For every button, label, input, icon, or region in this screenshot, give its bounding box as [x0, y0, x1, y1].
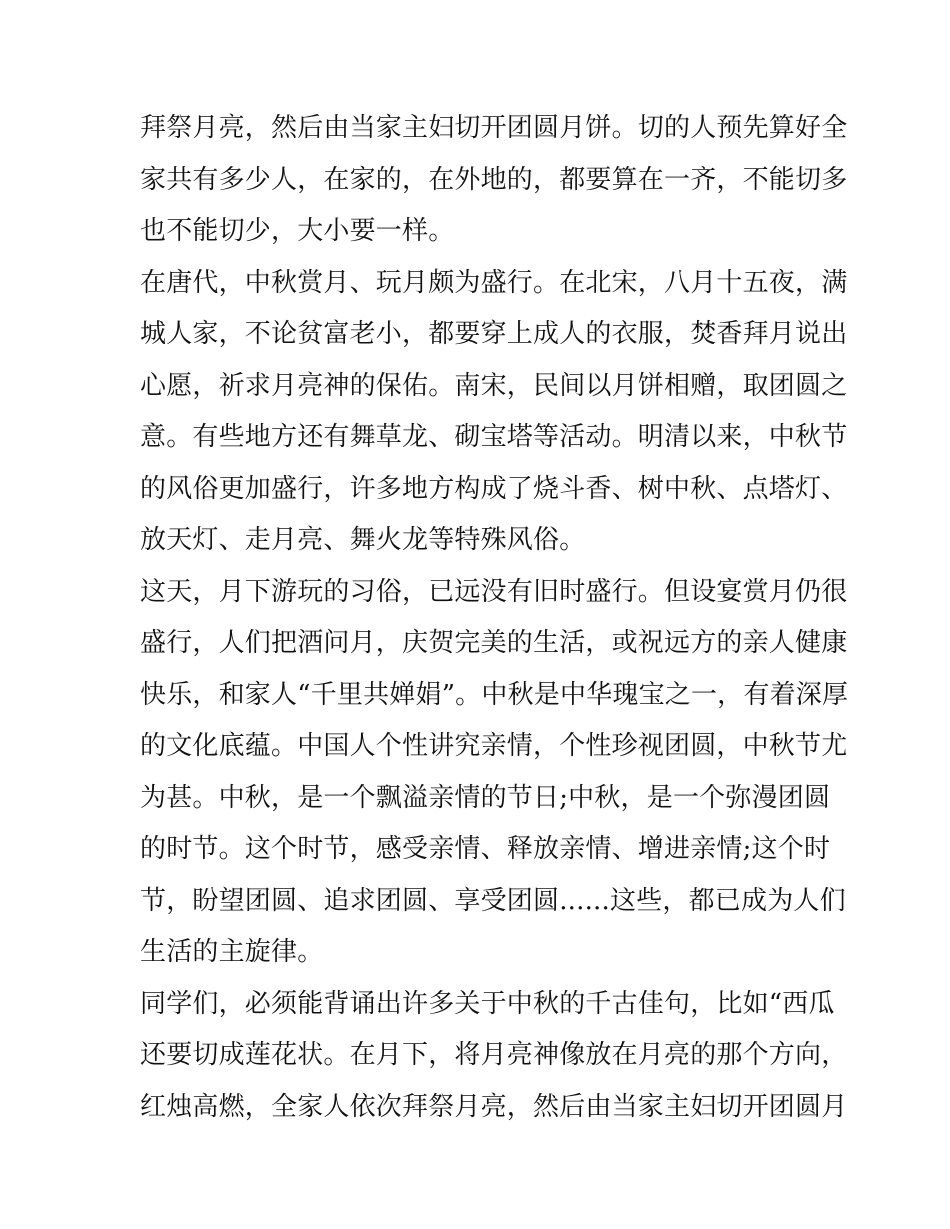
text-line: 同学们，必须能背诵出许多关于中秋的千古佳句，比如“西瓜 — [140, 988, 835, 1019]
text-line: 的文化底蕴。中国人个性讲究亲情，个性珍视团圆，中秋节尤 — [140, 731, 848, 761]
text-line: 盛行，人们把酒问月，庆贺完美的生活，或祝远方的亲人健康 — [140, 628, 848, 658]
text-line: 放天灯、走月亮、舞火龙等特殊风俗。 — [140, 525, 586, 555]
text-line: 意。有些地方还有舞草龙、砌宝塔等活动。明清以来，中秋节 — [140, 422, 848, 452]
text-line: 生活的主旋律。 — [140, 937, 324, 967]
text-line: 节，盼望团圆、追求团圆、享受团圆......这些，都已成为人们 — [140, 885, 846, 916]
text-line: 也不能切少，大小要一样。 — [140, 216, 455, 246]
text-line: 家共有多少人，在家的，在外地的，都要算在一齐，不能切多 — [140, 164, 848, 195]
text-line: 城人家，不论贫富老小，都要穿上成人的衣服，焚香拜月说出 — [140, 319, 848, 349]
text-line: 还要切成莲花状。在月下，将月亮神像放在月亮的那个方向， — [140, 1040, 848, 1070]
document-body — [140, 103, 849, 1133]
text-line: 这天，月下游玩的习俗，已远没有旧时盛行。但设宴赏月仍很 — [140, 576, 848, 607]
text-line: 的时节。这个时节，感受亲情、释放亲情、增进亲情;这个时 — [140, 834, 831, 864]
text-line: 为甚。中秋，是一个飘溢亲情的节日;中秋，是一个弥漫团圆 — [140, 782, 831, 813]
text-line: 的风俗更加盛行，许多地方构成了烧斗香、树中秋、点塔灯、 — [140, 473, 848, 504]
text-line: 在唐代，中秋赏月、玩月颇为盛行。在北宋，八月十五夜，满 — [140, 267, 848, 298]
text-line: 快乐，和家人“千里共婵娟”。中秋是中华瑰宝之一，有着深厚 — [140, 679, 849, 710]
text-line: 红烛高燃，全家人依次拜祭月亮，然后由当家主妇切开团圆月 — [140, 1091, 848, 1122]
text-line: 心愿，祈求月亮神的保佑。南宋，民间以月饼相赠，取团圆之 — [140, 370, 848, 401]
text-line: 拜祭月亮，然后由当家主妇切开团圆月饼。切的人预先算好全 — [140, 113, 848, 143]
